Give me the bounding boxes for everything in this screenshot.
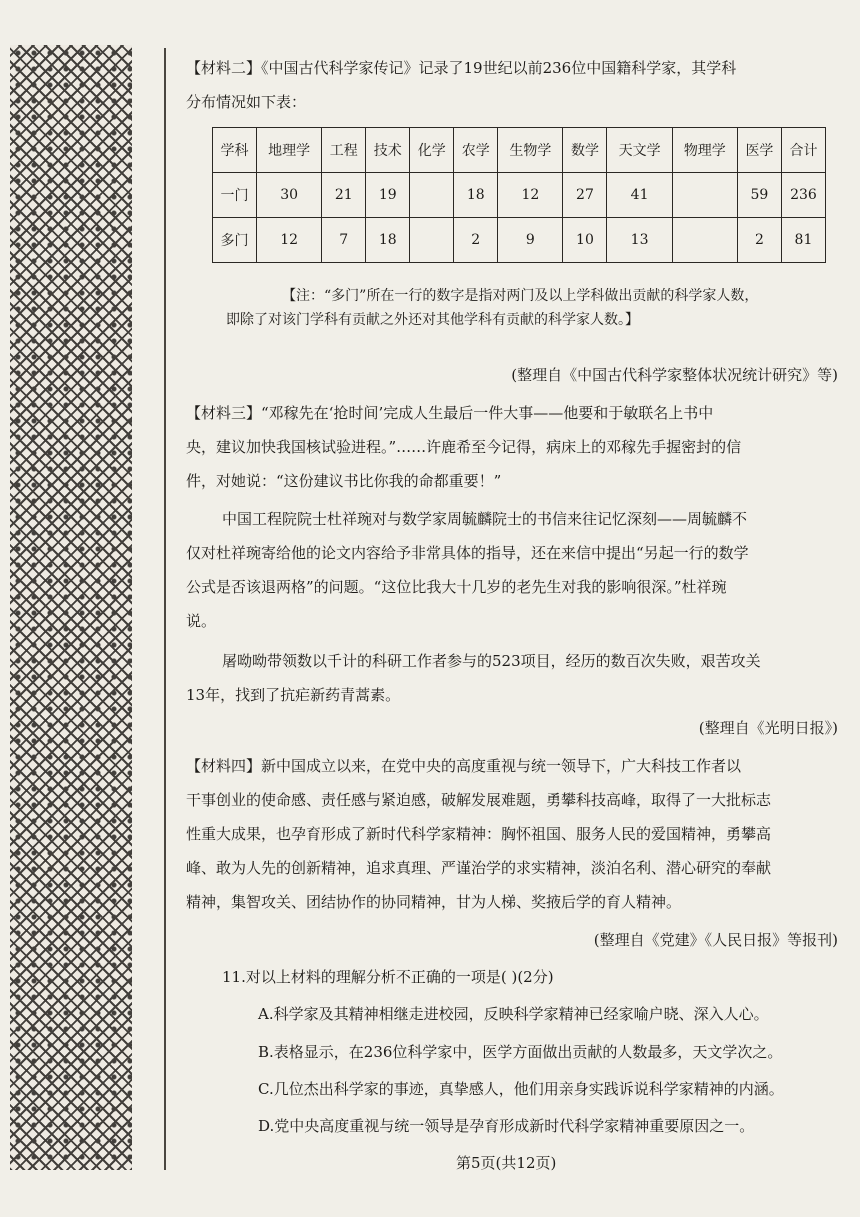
table-header-row xyxy=(213,128,826,173)
table-cell xyxy=(672,173,737,218)
table-cell: 18 xyxy=(366,218,410,263)
table-header-cell: 天文学 xyxy=(607,128,672,173)
table-header-cell: 工程 xyxy=(322,128,366,173)
table-note-line1: 【注：“多门”所在一行的数字是指对两门及以上学科做出贡献的科学家人数， xyxy=(282,288,759,304)
material3-p1-line2: 央，建议加快我国核试验进程。”……许鹿希至今记得，病床上的邓稼先手握密封的信 xyxy=(186,438,742,456)
table-cell: 多门 xyxy=(213,218,257,263)
table-header-cell: 农学 xyxy=(454,128,498,173)
table-header-cell: 化学 xyxy=(410,128,454,173)
material3-p1-line3: 件，对她说：“这份建议书比你我的命都重要！” xyxy=(186,472,502,490)
material2-line2: 分布情况如下表： xyxy=(186,93,307,111)
table-cell: 30 xyxy=(257,173,322,218)
table-cell: 13 xyxy=(607,218,672,263)
table-cell: 236 xyxy=(781,173,825,218)
table-cell: 41 xyxy=(607,173,672,218)
table-header-cell: 地理学 xyxy=(257,128,322,173)
table-cell: 7 xyxy=(322,218,366,263)
table-cell xyxy=(410,173,454,218)
table-cell: 一门 xyxy=(213,173,257,218)
discipline-table xyxy=(212,127,826,263)
material4-line3: 性重大成果，也孕育形成了新时代科学家精神：胸怀祖国、服务人民的爱国精神，勇攀高 xyxy=(186,825,772,843)
table-header-cell: 医学 xyxy=(737,128,781,173)
table-cell: 81 xyxy=(781,218,825,263)
binding-strip-pattern xyxy=(10,45,132,1170)
table-cell: 2 xyxy=(737,218,781,263)
page-number: 第5页(共12页) xyxy=(456,1154,557,1172)
source-citation: (整理自《中国古代科学家整体状况统计研究》等) xyxy=(511,366,838,384)
option-b: B.表格显示，在236位科学家中，医学方面做出贡献的人数最多，天文学次之。 xyxy=(258,1043,783,1061)
table-header-cell: 数学 xyxy=(563,128,607,173)
source-citation: (整理自《光明日报》) xyxy=(698,719,838,737)
table-header-cell: 生物学 xyxy=(498,128,563,173)
table-cell: 2 xyxy=(454,218,498,263)
material3-p3-line2: 13年，找到了抗疟新药青蒿素。 xyxy=(186,686,401,704)
exam-page xyxy=(186,0,850,1217)
table-header-cell: 合计 xyxy=(781,128,825,173)
table-cell: 27 xyxy=(563,173,607,218)
material3-p2-line1: 中国工程院院士杜祥琬对与数学家周毓麟院士的书信来往记忆深刻——周毓麟不 xyxy=(222,510,748,528)
option-d: D.党中央高度重视与统一领导是孕育形成新时代科学家精神重要原因之一。 xyxy=(258,1117,755,1135)
material4-line2: 干事创业的使命感、责任感与紧迫感，破解发展难题，勇攀科技高峰，取得了一大批标志 xyxy=(186,791,772,809)
table-header-cell: 技术 xyxy=(366,128,410,173)
material4-line4: 峰、敢为人先的创新精神，追求真理、严谨治学的求实精神，淡泊名利、潜心研究的奉献 xyxy=(186,859,772,877)
table-cell xyxy=(410,218,454,263)
table-header-cell: 物理学 xyxy=(672,128,737,173)
question-stem: 11.对以上材料的理解分析不正确的一项是( )(2分) xyxy=(222,968,554,986)
table-row xyxy=(213,173,826,218)
table-cell: 21 xyxy=(322,173,366,218)
material3-p2-line4: 说。 xyxy=(186,612,217,630)
table-header-cell: 学科 xyxy=(213,128,257,173)
option-c: C.几位杰出科学家的事迹，真挚感人，他们用亲身实践诉说科学家精神的内涵。 xyxy=(258,1080,784,1098)
table-cell: 12 xyxy=(498,173,563,218)
option-a: A.科学家及其精神相继走进校园，反映科学家精神已经家喻户晓、深入人心。 xyxy=(258,1005,769,1023)
source-citation: (整理自《党建》《人民日报》等报刊) xyxy=(593,931,838,949)
material3-p3-line1: 屠呦呦带领数以千计的科研工作者参与的523项目，经历的数百次失败，艰苦攻关 xyxy=(222,652,761,670)
margin-rule xyxy=(164,48,166,1170)
table-note-line2: 即除了对该门学科有贡献之外还对其他学科有贡献的科学家人数。】 xyxy=(226,312,639,328)
table-cell xyxy=(672,218,737,263)
table-cell: 19 xyxy=(366,173,410,218)
table-row xyxy=(213,218,826,263)
table-cell: 18 xyxy=(454,173,498,218)
table-cell: 59 xyxy=(737,173,781,218)
material3-p2-line2: 仅对杜祥琬寄给他的论文内容给予非常具体的指导，还在来信中提出“另起一行的数学 xyxy=(186,544,749,562)
table-cell: 10 xyxy=(563,218,607,263)
material3-p1-line1: 【材料三】“邓稼先在‘抢时间’完成人生最后一件大事——他要和于敏联名上书中 xyxy=(186,404,714,422)
material4-line5: 精神，集智攻关、团结协作的协同精神，甘为人梯、奖掖后学的育人精神。 xyxy=(186,893,682,911)
table-cell: 9 xyxy=(498,218,563,263)
table-cell: 12 xyxy=(257,218,322,263)
material2-line1: 【材料二】《中国古代科学家传记》记录了19世纪以前236位中国籍科学家，其学科 xyxy=(186,59,737,77)
material4-line1: 【材料四】新中国成立以来，在党中央的高度重视与统一领导下，广大科技工作者以 xyxy=(186,757,742,775)
material3-p2-line3: 公式是否该退两格”的问题。“这位比我大十几岁的老先生对我的影响很深。”杜祥琬 xyxy=(186,578,727,596)
